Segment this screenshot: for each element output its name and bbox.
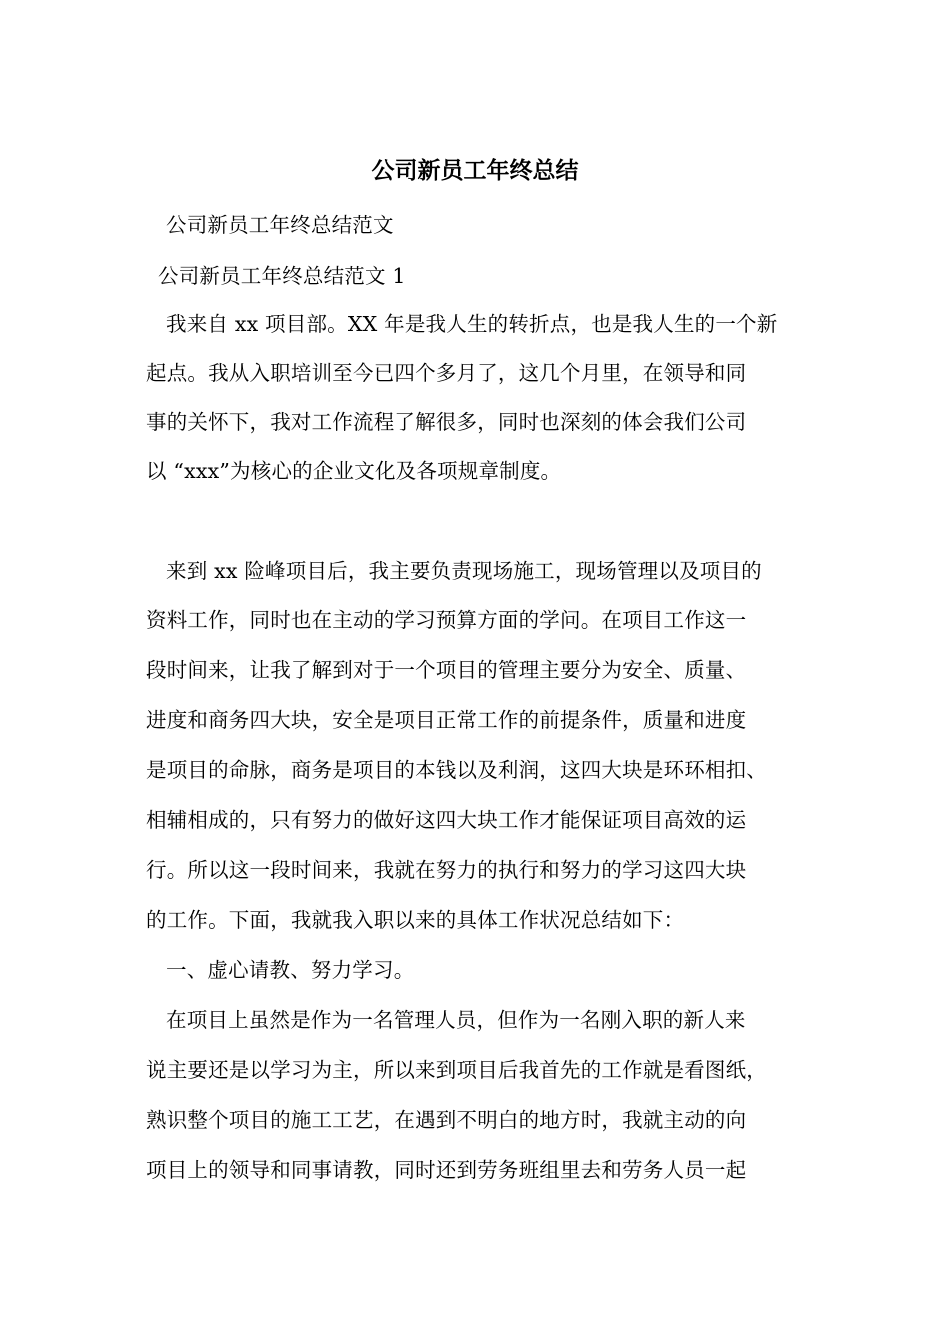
paragraph-line: 熟识整个项目的施工工艺，在遇到不明白的地方时，我就主动的向: [146, 1108, 747, 1132]
document-title: 公司新员工年终总结: [371, 157, 579, 184]
section-heading-line: 一、虚心请教、努力学习。: [166, 958, 415, 982]
paragraph-line: 的工作。下面，我就我入职以来的具体工作状况总结如下：: [146, 908, 685, 932]
paragraph-line: 段时间来，让我了解到对于一个项目的管理主要分为安全、质量、: [146, 658, 747, 682]
paragraph-line: 进度和商务四大块，安全是项目正常工作的前提条件，质量和进度: [146, 708, 747, 732]
paragraph-line: 在项目上虽然是作为一名管理人员，但作为一名刚入职的新人来: [166, 1008, 746, 1032]
paragraph-line: 来到 xx 险峰项目后，我主要负责现场施工，现场管理以及项目的: [166, 559, 762, 583]
paragraph-line: 行。所以这一段时间来，我就在努力的执行和努力的学习这四大块: [146, 858, 747, 882]
paragraph-line: 以 “xxx”为核心的企业文化及各项规章制度。: [146, 459, 562, 483]
paragraph-line: 相辅相成的，只有努力的做好这四大块工作才能保证项目高效的运: [146, 808, 747, 832]
paragraph-line: 项目上的领导和同事请教，同时还到劳务班组里去和劳务人员一起: [146, 1158, 747, 1182]
paragraph-line: 我来自 xx 项目部。XX 年是我人生的转折点，也是我人生的一个新: [166, 312, 778, 336]
paragraph-line: 说主要还是以学习为主，所以来到项目后我首先的工作就是看图纸，: [146, 1058, 767, 1082]
subtitle-line: 公司新员工年终总结范文: [166, 213, 394, 237]
section-heading-line: 公司新员工年终总结范文 1: [158, 264, 406, 288]
paragraph-line: 是项目的命脉，商务是项目的本钱以及利润，这四大块是环环相扣、: [146, 758, 767, 782]
paragraph-line: 资料工作，同时也在主动的学习预算方面的学问。在项目工作这一: [146, 608, 747, 632]
paragraph-line: 起点。我从入职培训至今已四个多月了，这几个月里，在领导和同: [146, 361, 747, 385]
paragraph-line: 事的关怀下，我对工作流程了解很多，同时也深刻的体会我们公司: [146, 410, 747, 434]
